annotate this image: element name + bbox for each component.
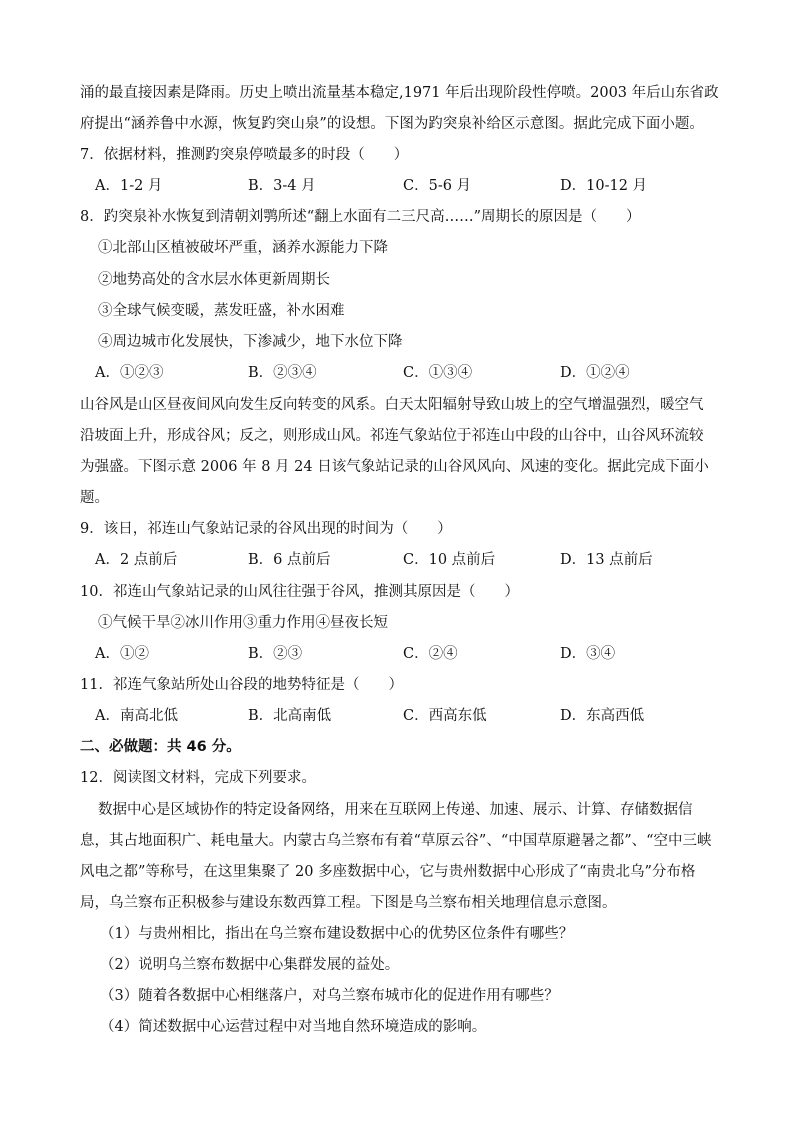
q12-subquestion-4: （4）简述数据中心运营过程中对当地自然环境造成的影响。: [100, 1019, 487, 1035]
q12-passage-line-4: 局，乌兰察布正积极参与建设东数西算工程。下图是乌兰察布相关地理信息示意图。: [80, 895, 617, 911]
q7-option-a: A．1-2 月: [95, 178, 163, 194]
q12-subquestion-2: （2）说明乌兰察布数据中心集群发展的益处。: [100, 957, 400, 973]
passage2-line-1: 山谷风是山区昼夜间风向发生反向转变的风系。白天太阳辐射导致山坡上的空气增温强烈，暖空气: [80, 397, 704, 413]
q8-statement-3: ③全球气候变暖，蒸发旺盛，补水困难: [98, 303, 345, 319]
q9-option-d: D．13 点前后: [560, 552, 653, 568]
q8-statement-4: ④周边城市化发展快，下渗减少，地下水位下降: [98, 334, 403, 350]
q7-option-b: B．3-4 月: [248, 178, 316, 194]
q7-option-c: C．5-6 月: [403, 178, 472, 194]
intro-line-1: 涌的最直接因素是降雨。历史上喷出流量基本稳定,1971 年后出现阶段性停喷。2003 年后山东省政: [80, 85, 719, 101]
q11-option-c: C．西高东低: [403, 708, 487, 724]
q9-option-b: B．6 点前后: [248, 552, 331, 568]
q12-subquestion-3: （3）随着各数据中心相继落户，对乌兰察布城市化的促进作用有哪些？: [100, 988, 559, 1004]
q10-option-b: B．②③: [248, 646, 303, 662]
q9-stem: 9．该日，祁连山气象站记录的谷风出现的时间为（ ）: [80, 521, 452, 537]
q12-passage-line-3: 风电之都”等称号，在这里集聚了 20 多座数据中心，它与贵州数据中心形成了“南贵北乌”分布格: [80, 864, 696, 880]
q11-option-a: A．南高北低: [95, 708, 178, 724]
q8-statement-1: ①北部山区植被破坏严重，涵养水源能力下降: [98, 240, 388, 256]
q10-option-c: C．②④: [403, 646, 458, 662]
passage2-line-2: 沿坡面上升，形成谷风；反之，则形成山风。祁连气象站位于祁连山中段的山谷中，山谷风环流较: [80, 428, 704, 444]
q12-subquestion-1: （1）与贵州相比，指出在乌兰察布建设数据中心的优势区位条件有哪些？: [100, 926, 574, 942]
section-2-heading: 二、必做题：共 46 分。: [80, 739, 241, 755]
passage2-line-3: 为强盛。下图示意 2006 年 8 月 24 日该气象站记录的山谷风风向、风速的变化。据此完成下面小: [80, 459, 709, 475]
q7-stem: 7．依据材料，推测趵突泉停喷最多的时段（ ）: [80, 147, 409, 163]
q9-option-a: A．2 点前后: [95, 552, 178, 568]
q11-stem: 11．祁连气象站所处山谷段的地势特征是（ ）: [80, 677, 403, 693]
q12-passage-line-1: 数据中心是区域协作的特定设备网络，用来在互联网上传递、加速、展示、计算、存储数据信: [98, 802, 693, 818]
q11-option-d: D．东高西低: [560, 708, 645, 724]
q10-option-d: D．③④: [560, 646, 616, 662]
q9-option-c: C．10 点前后: [403, 552, 496, 568]
q7-option-d: D．10-12 月: [560, 178, 648, 194]
q10-option-a: A．①②: [95, 646, 149, 662]
q8-option-a: A．①②③: [95, 365, 164, 381]
q8-option-b: B．②③④: [248, 365, 317, 381]
passage2-line-4: 题。: [80, 490, 109, 506]
q10-statements: ①气候干旱②冰川作用③重力作用④昼夜长短: [98, 615, 388, 631]
q12-stem: 12．阅读图文材料，完成下列要求。: [80, 770, 316, 786]
q11-option-b: B．北高南低: [248, 708, 332, 724]
q8-option-c: C．①③④: [403, 365, 473, 381]
q12-passage-line-2: 息，其占地面积广、耗电量大。内蒙古乌兰察布有着“草原云谷”、“中国草原避暑之都”、“空中三峡: [80, 833, 712, 849]
q8-stem: 8．趵突泉补水恢复到清朝刘鹗所述“翻上水面有二三尺高……”周期长的原因是（ ）: [80, 209, 641, 225]
intro-line-2: 府提出“涵养鲁中水源，恢复趵突山泉”的设想。下图为趵突泉补给区示意图。据此完成下面小题。: [80, 116, 704, 132]
q10-stem: 10．祁连山气象站记录的山风往往强于谷风，推测其原因是（ ）: [80, 584, 519, 600]
q8-statement-2: ②地势高处的含水层水体更新周期长: [98, 272, 330, 288]
q8-option-d: D．①②④: [560, 365, 630, 381]
